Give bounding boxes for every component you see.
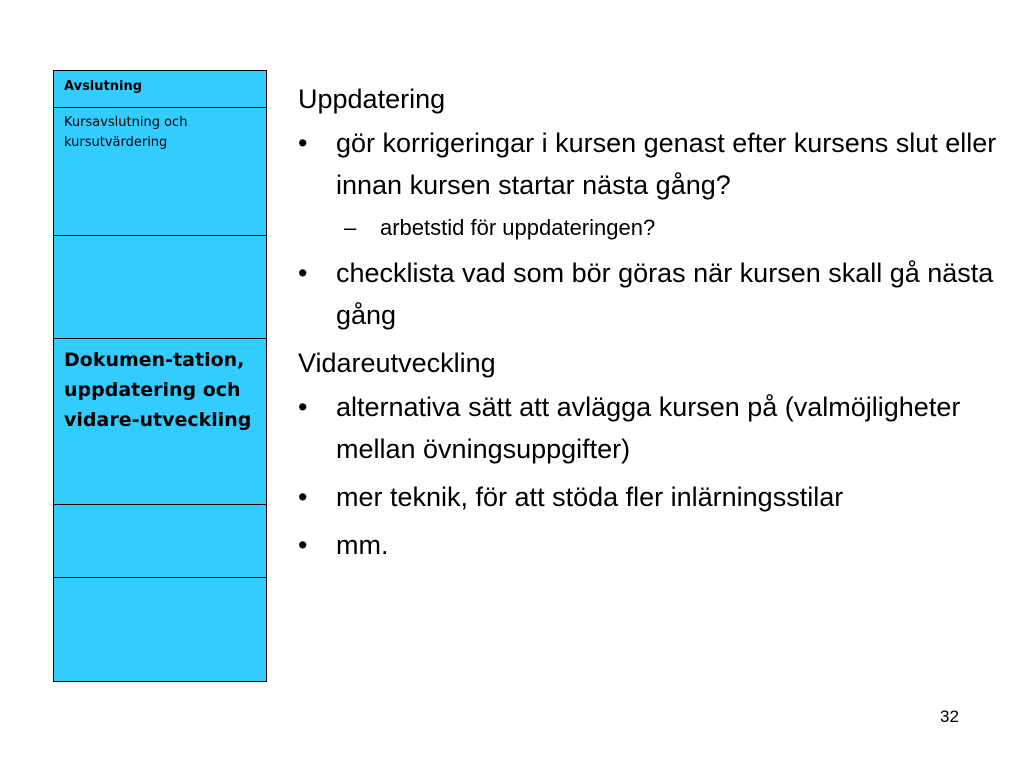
sub-bullet-item [298, 212, 998, 244]
bullet-item [298, 386, 998, 470]
sidebar-cell-avslutning [54, 71, 266, 108]
bullet-text: checklista vad som bör göras när kursen skall gå nästa gång [336, 258, 994, 330]
sidebar-cell-empty [54, 236, 266, 339]
sidebar-cell-label: Dokumen-tation, uppdatering och vidare-utveckling [64, 349, 252, 431]
slide-content [298, 78, 998, 572]
sub-bullet-text: arbetstid för uppdateringen? [380, 215, 656, 240]
bullet-item [298, 524, 998, 566]
bullet-text: alternativa sätt att avlägga kursen på (valmöjligheter mellan övningsuppgifter) [336, 392, 961, 464]
bullet-text: gör korrigeringar i kursen genast efter kursens slut eller innan kursen startar nästa gång? [336, 128, 997, 200]
bullet-mark: • [298, 258, 308, 288]
bullet-mark: • [298, 530, 308, 560]
sidebar-cell-label: Avslutning [64, 79, 143, 94]
section-title-vidareutveckling: Vidareutveckling [298, 348, 496, 378]
sidebar-cell-kursavslutning [54, 108, 266, 236]
sidebar-cell-dokumentation [54, 339, 266, 505]
page-number: 32 [940, 707, 959, 726]
bullet-item [298, 252, 998, 336]
sub-bullet-mark: – [344, 215, 357, 240]
sidebar-cell-label: Kursavslutning och kursutvärdering [64, 115, 188, 150]
bullet-text: mm. [336, 530, 389, 560]
sidebar-cell-empty [54, 578, 266, 681]
bullet-mark: • [298, 128, 308, 158]
bullet-mark: • [298, 392, 308, 422]
bullet-text: mer teknik, för att stöda fler inlärningsstilar [336, 482, 844, 512]
bullet-item [298, 122, 998, 206]
section-title-uppdatering: Uppdatering [298, 84, 446, 114]
bullet-mark: • [298, 482, 308, 512]
sidebar-cell-empty [54, 505, 266, 578]
sidebar-table [53, 70, 267, 682]
bullet-item [298, 476, 998, 518]
